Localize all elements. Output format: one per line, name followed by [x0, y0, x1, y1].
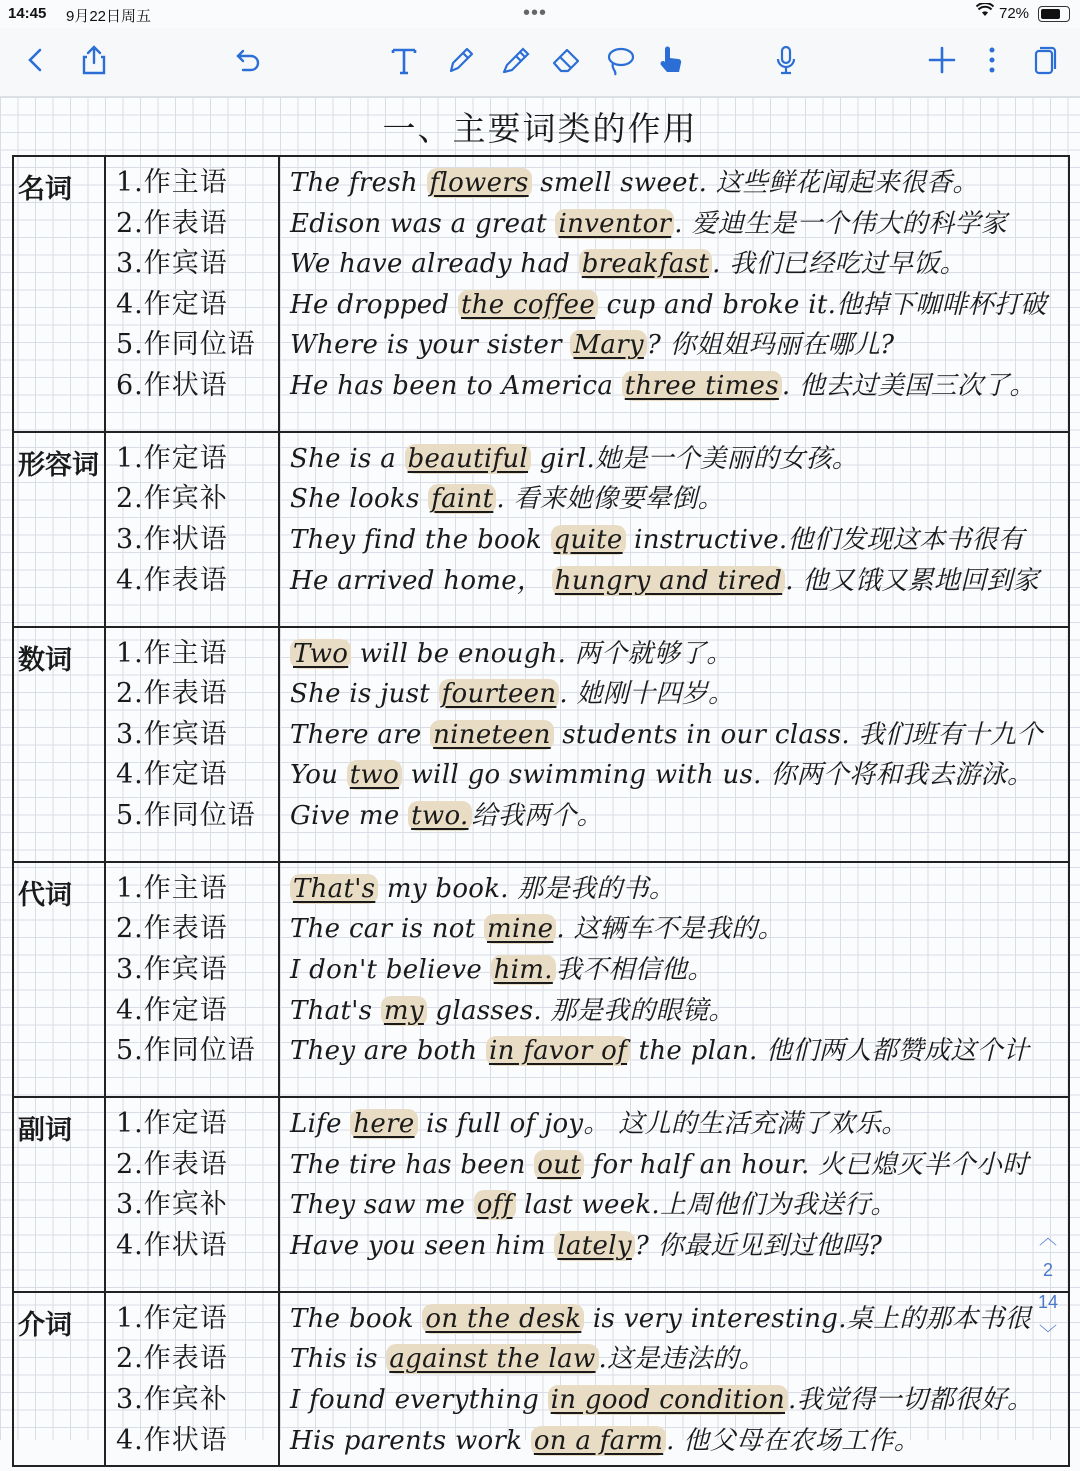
- highlighted-word: out: [534, 1150, 584, 1180]
- back-icon[interactable]: [14, 38, 58, 82]
- function-item: 4.作表语: [116, 564, 228, 596]
- example-sentence: [282, 909, 1068, 950]
- example-text-after: the plan. 他们两人都赞成这个计: [630, 1036, 1030, 1067]
- example-sentence: [282, 1339, 1068, 1380]
- example-text-after: . 她刚十四岁。: [559, 679, 735, 710]
- function-column: [108, 157, 280, 431]
- function-item: 1.作定语: [116, 1108, 228, 1140]
- table-block: [12, 1098, 1070, 1293]
- undo-icon[interactable]: [226, 38, 270, 82]
- page-down-icon[interactable]: ﹀: [1039, 1324, 1057, 1344]
- example-text-before: That's: [290, 995, 381, 1026]
- function-item: 3.作宾语: [116, 248, 228, 280]
- example-text-before: He arrived home，: [290, 565, 552, 596]
- highlighted-word: two: [347, 760, 402, 790]
- category-label: 副词: [14, 1098, 106, 1291]
- example-text-before: Give me: [290, 800, 409, 831]
- example-sentence: [282, 674, 1068, 715]
- example-text-before: I found everything: [290, 1385, 548, 1416]
- example-text-before: Edison was a great: [290, 208, 556, 239]
- example-text-before: He has been to America: [290, 370, 622, 401]
- highlighted-word: flowers: [427, 168, 532, 198]
- function-item: 3.作宾语: [116, 954, 228, 986]
- example-sentence: [282, 561, 1068, 602]
- highlighted-word: Mary: [570, 330, 646, 360]
- example-text-after: ? 你最近见到过他吗?: [634, 1230, 883, 1261]
- share-icon[interactable]: [72, 38, 116, 82]
- pen-icon[interactable]: [438, 38, 482, 82]
- example-sentence: [282, 1145, 1068, 1186]
- example-column: [282, 1098, 1068, 1297]
- example-sentence: [282, 1031, 1068, 1072]
- highlighted-word: fourteen: [439, 679, 560, 709]
- example-sentence: [282, 1380, 1068, 1421]
- example-text-before: This is: [290, 1344, 387, 1375]
- example-sentence: [282, 634, 1068, 675]
- highlighted-word: nineteen: [430, 720, 554, 750]
- highlighted-word: my: [381, 996, 427, 1026]
- example-text-before: They saw me: [290, 1190, 474, 1221]
- function-item: 1.作定语: [116, 442, 228, 474]
- battery-icon: [1038, 6, 1070, 22]
- example-text-before: The fresh: [290, 168, 427, 198]
- highlighted-word: hungry and tired: [552, 566, 785, 596]
- example-sentence: [282, 520, 1068, 561]
- example-text-before: Where is your sister: [290, 330, 571, 361]
- lasso-icon[interactable]: [598, 38, 642, 82]
- function-item: 6.作状语: [116, 369, 228, 401]
- current-page[interactable]: 2: [1042, 1260, 1053, 1280]
- example-text-after: is full of joy。 这儿的生活充满了欢乐。: [417, 1109, 908, 1140]
- example-text-after: . 他又饿又累地回到家: [785, 565, 1040, 596]
- status-date: 9月22日周五: [66, 8, 152, 25]
- example-sentence: [282, 715, 1068, 756]
- text-tool-icon[interactable]: [382, 38, 426, 82]
- example-sentence: [282, 204, 1068, 245]
- table-block: [12, 433, 1070, 628]
- eraser-icon[interactable]: [544, 38, 588, 82]
- function-item: 2.作表语: [116, 207, 228, 239]
- example-text-after: will be enough. 两个就够了。: [351, 638, 733, 669]
- highlighted-word: in good condition: [548, 1385, 788, 1415]
- function-item: 1.作主语: [116, 167, 228, 198]
- highlighted-word: Two: [290, 639, 351, 669]
- function-item: 1.作主语: [116, 872, 228, 904]
- example-sentence: [282, 796, 1068, 837]
- example-text-after: students in our class. 我们班有十九个: [553, 719, 1043, 750]
- example-sentence: [282, 755, 1068, 796]
- highlighted-word: the coffee: [458, 290, 598, 320]
- example-text-before: They find the book: [290, 525, 551, 556]
- example-sentence: [282, 439, 1068, 480]
- page-navigator: [1030, 1222, 1066, 1350]
- example-text-before: She looks: [290, 484, 429, 515]
- highlighter-icon[interactable]: [492, 38, 536, 82]
- example-text-after: ? 你姐姐玛丽在哪儿?: [646, 330, 895, 361]
- pages-icon[interactable]: [1022, 38, 1066, 82]
- table-block: [12, 1293, 1070, 1467]
- microphone-icon[interactable]: [764, 38, 808, 82]
- page-title: 一、主要词类的作用: [382, 109, 698, 148]
- example-sentence: [282, 1104, 1068, 1145]
- function-item: 5.作同位语: [116, 1035, 256, 1067]
- highlighted-word: against the law: [386, 1344, 598, 1374]
- highlighted-word: That's: [290, 874, 378, 904]
- example-text-before: His parents work: [290, 1425, 531, 1456]
- highlighted-word: breakfast: [579, 249, 712, 279]
- highlighted-word: in favor of: [486, 1036, 630, 1066]
- example-sentence: [282, 163, 1068, 204]
- function-item: 4.作定语: [116, 759, 228, 791]
- example-sentence: [282, 1299, 1068, 1340]
- highlighted-word: inventor: [555, 209, 674, 239]
- example-text-before: She is a: [290, 443, 405, 474]
- more-icon[interactable]: [970, 38, 1014, 82]
- category-label: 介词: [14, 1293, 106, 1465]
- function-item: 5.作同位语: [116, 329, 256, 361]
- function-item: 5.作同位语: [116, 799, 256, 831]
- example-column: [282, 157, 1068, 437]
- example-text-after: .我觉得一切都很好。: [788, 1385, 1034, 1416]
- table-block: [12, 155, 1070, 433]
- example-text-after: . 看来她像要晕倒。: [496, 484, 724, 515]
- highlighted-word: here: [350, 1109, 417, 1139]
- function-item: 3.作宾补: [116, 1384, 228, 1416]
- function-item: 3.作宾语: [116, 718, 228, 750]
- function-item: 2.作表语: [116, 1148, 228, 1180]
- category-label: 形容词: [14, 433, 106, 626]
- example-text-after: . 我们已经吃过早饭。: [712, 249, 966, 280]
- word-class-table: [12, 155, 1070, 1467]
- highlighted-word: mine: [484, 914, 556, 944]
- category-label: 名词: [14, 157, 106, 431]
- function-item: 2.作宾补: [116, 483, 228, 515]
- table-block: [12, 863, 1070, 1098]
- example-sentence: [282, 479, 1068, 520]
- example-text-before: He dropped: [290, 289, 458, 320]
- highlighted-word: three times: [622, 371, 782, 401]
- example-sentence: [282, 1226, 1068, 1267]
- total-pages[interactable]: 14: [1037, 1292, 1059, 1312]
- function-column: [108, 1293, 280, 1465]
- example-text-before: The tire has been: [290, 1149, 535, 1180]
- example-text-after: for half an hour. 火已熄灭半个小时: [584, 1149, 1029, 1180]
- category-label: 数词: [14, 628, 106, 861]
- example-sentence: [282, 1421, 1068, 1462]
- hand-pointer-icon[interactable]: [648, 38, 692, 82]
- example-sentence: [282, 991, 1068, 1032]
- example-text-before: They are both: [290, 1036, 486, 1067]
- function-item: 3.作宾补: [116, 1189, 228, 1221]
- example-sentence: [282, 366, 1068, 407]
- example-text-after: 我不相信他。: [555, 955, 714, 986]
- example-text-after: will go swimming with us. 你两个将和我去游泳。: [402, 760, 1034, 791]
- wifi-icon: [976, 3, 994, 22]
- example-column: [282, 628, 1068, 867]
- example-text-before: She is just: [290, 679, 439, 710]
- example-text-before: You: [290, 760, 347, 791]
- example-text-after: cup and broke it.他掉下咖啡杯打破: [598, 289, 1047, 320]
- example-text-after: girl.她是一个美丽的女孩。: [531, 443, 859, 474]
- highlighted-word: him.: [491, 955, 556, 985]
- example-text-before: Have you seen him: [290, 1230, 555, 1261]
- example-text-before: We have already had: [290, 249, 579, 280]
- example-column: [282, 1293, 1068, 1471]
- example-text-after: last week.上周他们为我送行。: [515, 1190, 897, 1221]
- function-item: 2.作表语: [116, 678, 228, 710]
- example-text-after: . 爱迪生是一个伟大的科学家: [674, 208, 1007, 239]
- example-text-after: instructive.他们发现这本书很有: [625, 525, 1025, 556]
- example-sentence: [282, 285, 1068, 326]
- example-text-after: glasses. 那是我的眼镜。: [426, 995, 735, 1026]
- highlighted-word: lately: [554, 1231, 634, 1261]
- highlighted-word: on a farm: [531, 1426, 666, 1456]
- example-text-after: .这是违法的。: [598, 1344, 765, 1375]
- example-text-before: I don't believe: [290, 955, 491, 986]
- function-column: [108, 1098, 280, 1291]
- example-text-before: The book: [290, 1303, 423, 1334]
- highlighted-word: two.: [408, 801, 471, 831]
- example-text-before: Life: [290, 1109, 351, 1140]
- multitasking-dots-icon[interactable]: •••: [523, 2, 548, 24]
- page-up-icon[interactable]: ︿: [1039, 1228, 1057, 1248]
- app-toolbar: [0, 28, 1080, 97]
- add-icon[interactable]: [920, 38, 964, 82]
- battery-percent: 72%: [999, 5, 1030, 22]
- category-label: 代词: [14, 863, 106, 1096]
- function-item: 2.作表语: [116, 913, 228, 945]
- highlighted-word: off: [474, 1190, 516, 1220]
- example-sentence: [282, 325, 1068, 366]
- example-sentence: [282, 244, 1068, 285]
- status-bar: [0, 0, 1080, 28]
- example-text-after: smell sweet. 这些鲜花闻起来很香。: [531, 168, 979, 198]
- example-sentence: [282, 950, 1068, 991]
- function-item: 1.作主语: [116, 637, 228, 669]
- example-text-after: . 这辆车不是我的。: [556, 914, 784, 945]
- function-item: 4.作状语: [116, 1229, 228, 1261]
- status-time: 14:45: [8, 5, 47, 22]
- function-item: 4.作状语: [116, 1424, 228, 1456]
- function-item: 4.作定语: [116, 994, 228, 1026]
- table-block: [12, 628, 1070, 863]
- battery-level: [1041, 9, 1060, 19]
- function-item: 3.作状语: [116, 524, 228, 556]
- function-column: [108, 433, 280, 626]
- highlighted-word: faint: [428, 484, 496, 514]
- example-text-before: The car is not: [290, 914, 485, 945]
- example-text-after: my book. 那是我的书。: [378, 873, 676, 904]
- example-text-after: . 他父母在农场工作。: [666, 1425, 921, 1456]
- highlighted-word: beautiful: [405, 444, 531, 474]
- example-text-after: is very interesting.桌上的那本书很: [584, 1303, 1031, 1334]
- function-column: [108, 863, 280, 1096]
- function-item: 4.作定语: [116, 288, 228, 320]
- example-text-after: . 他去过美国三次了。: [781, 370, 1036, 401]
- highlighted-word: on the desk: [422, 1304, 584, 1334]
- example-text-after: 给我两个。: [471, 800, 604, 831]
- example-text-before: There are: [290, 719, 431, 750]
- example-column: [282, 433, 1068, 632]
- example-sentence: [282, 869, 1068, 910]
- highlighted-word: quite: [551, 525, 626, 555]
- example-column: [282, 863, 1068, 1102]
- function-column: [108, 628, 280, 861]
- function-item: 1.作定语: [116, 1302, 228, 1334]
- function-item: 2.作表语: [116, 1343, 228, 1375]
- example-sentence: [282, 1185, 1068, 1226]
